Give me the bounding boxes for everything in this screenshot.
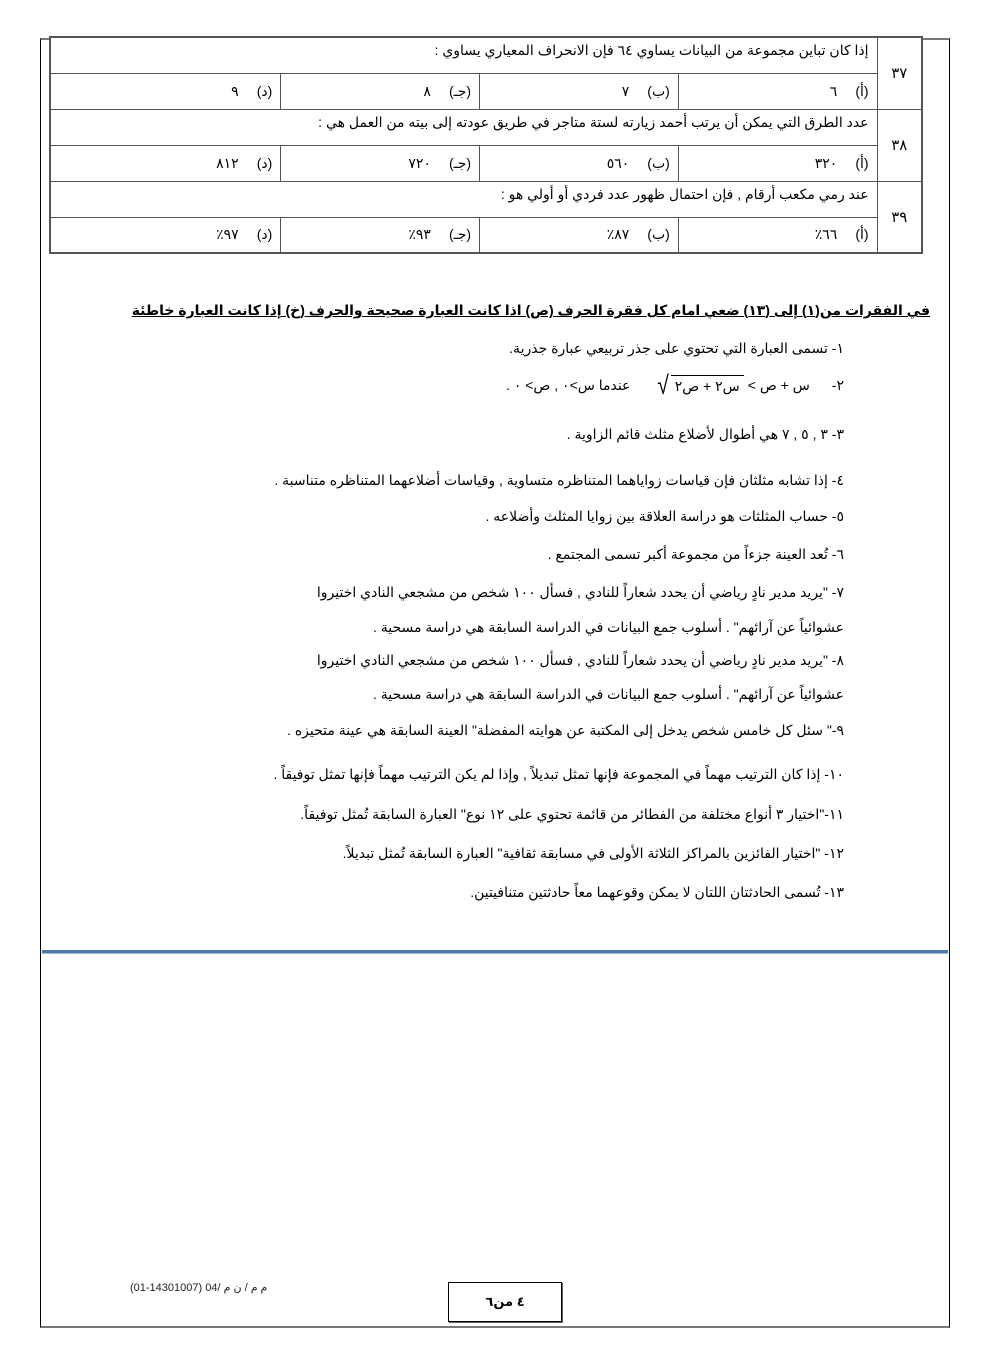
tf-item-1: ١- تسمى العبارة التي تحتوي على جذر تربيعي عبارة جذرية.	[509, 340, 844, 356]
question-stem: عند رمي مكعب أرقام , فإن احتمال ظهور عدد فردي أو أولي هو :	[50, 181, 877, 217]
options-row	[50, 217, 922, 253]
option-letter: (د)	[256, 154, 273, 171]
option-letter: (جـ)	[448, 82, 472, 99]
option-value: ٨١٢	[216, 154, 239, 171]
option-value: ٦	[829, 82, 838, 99]
tf-item-10: ١٠- إذا كان الترتيب مهماً في المجموعة فإنها تمثل تبديلاً , وإذا لم يكن الترتيب مهماً فإنها تمثل توفيقاً .	[273, 766, 844, 782]
page-number: ٤ من٦	[485, 1294, 525, 1309]
question-row	[50, 37, 922, 73]
tf-item-9: ٩-" سئل كل خامس شخص يدخل إلى المكتبة عن هوايته المفضلة" العينة السابقة هي عينة متحيزه .	[287, 722, 844, 738]
question-number: ٣٨	[877, 109, 922, 181]
option-letter: (ب)	[647, 154, 670, 171]
formula-condition: عندما س>٠ , ص> ٠ .	[506, 376, 631, 393]
option-c[interactable]	[281, 217, 480, 253]
tf-item-6: ٦- تُعد العينة جزءاً من مجموعة أكبر تسمى المجتمع .	[547, 546, 844, 562]
option-d[interactable]	[50, 217, 281, 253]
option-b[interactable]	[480, 217, 679, 253]
question-row	[50, 109, 922, 145]
section-instructions: في الفقرات من(١) إلى (١٣) ضعي امام كل فقرة الحرف (ص) اذا كانت العبارة صحيحة والحرف (خ) إذا كانت العبارة خاطئة	[131, 302, 930, 318]
radical-sign-icon: √	[657, 370, 670, 400]
option-letter: (ب)	[647, 82, 670, 99]
tf-item-3: ٣- ٣ , ٥ , ٧ هي أطوال لأضلاع مثلث قائم الزاوية .	[566, 426, 844, 442]
option-a[interactable]	[678, 73, 877, 109]
tf-item-13: ١٣- تُسمى الحادثتان اللتان لا يمكن وقوعهما معاً حادثتين متنافيتين.	[470, 884, 844, 900]
option-d[interactable]	[50, 73, 281, 109]
option-value: ٩	[231, 82, 239, 99]
tf-item-8-line1: ٨- "يريد مدير نادٍ رياضي أن يحدد شعاراً للنادي , فسأل ١٠٠ شخص من مشجعي النادي اختيروا	[316, 652, 844, 668]
page-number-box	[448, 1282, 562, 1322]
option-value: ٩٣٪	[408, 226, 431, 243]
tf-item-5: ٥- حساب المثلثات هو دراسة العلاقة بين زوايا المثلث وأضلاعه .	[485, 508, 844, 524]
options-row	[50, 73, 922, 109]
option-d[interactable]	[50, 145, 281, 181]
question-stem: عدد الطرق التي يمكن أن يرتب أحمد زيارته لستة متاجر في طريق عودته إلى بيته من العمل هي :	[50, 109, 877, 145]
question-row	[50, 181, 922, 217]
option-letter: (د)	[256, 82, 273, 99]
question-stem: إذا كان تباين مجموعة من البيانات يساوي ٦٤ فإن الانحراف المعياري يساوي :	[50, 37, 877, 73]
formula-lhs: س + ص >	[747, 376, 810, 393]
option-b[interactable]	[480, 73, 679, 109]
question-number: ٣٩	[877, 181, 922, 253]
option-c[interactable]	[281, 73, 480, 109]
option-b[interactable]	[480, 145, 679, 181]
option-value: ٨٧٪	[606, 226, 630, 243]
tf-item-7-line2: عشوائياً عن آرائهم" . أسلوب جمع البيانات في الدراسة السابقة هي دراسة مسحية .	[372, 619, 844, 635]
formula	[506, 372, 844, 398]
option-value: ٥٦٠	[606, 154, 630, 171]
option-letter: (جـ)	[448, 154, 472, 171]
option-a[interactable]	[678, 217, 877, 253]
question-number: ٣٧	[877, 37, 922, 109]
option-letter: (أ)	[855, 226, 869, 243]
section-divider	[42, 950, 948, 954]
option-a[interactable]	[678, 145, 877, 181]
option-c[interactable]	[281, 145, 480, 181]
tf-item-8-line2: عشوائياً عن آرائهم" . أسلوب جمع البيانات في الدراسة السابقة هي دراسة مسحية .	[372, 686, 844, 702]
option-value: ٧	[621, 82, 630, 99]
questions-table	[49, 36, 923, 254]
option-value: ٨	[423, 82, 431, 99]
tf-item-7-line1: ٧- "يريد مدير نادٍ رياضي أن يحدد شعاراً للنادي , فسأل ١٠٠ شخص من مشجعي النادي اختيروا	[316, 584, 844, 600]
option-letter: (د)	[256, 226, 273, 243]
radicand: س٢ + ص٢	[671, 375, 744, 395]
tf-item-11: ١١-"اختيار ٣ أنواع مختلفة من الفطائر من قائمة تحتوي على ١٢ نوع" العبارة السابقة تُمثل توفيقاً.	[300, 806, 844, 822]
option-value: ٦٦٪	[814, 226, 838, 243]
document-code: (01-14301007) 04/ م م / ن م	[130, 1282, 268, 1294]
option-letter: (أ)	[855, 154, 869, 171]
option-letter: (ب)	[647, 226, 670, 243]
options-row	[50, 145, 922, 181]
option-value: ٣٢٠	[814, 154, 838, 171]
option-letter: (جـ)	[448, 226, 472, 243]
tf-item-4: ٤- إذا تشابه مثلثان فإن قياسات زواياهما المتناظره متساوية , وقياسات أضلاعهما المتناظره متناسبة .	[274, 472, 844, 488]
option-value: ٧٢٠	[408, 154, 431, 171]
tf-item-12: ١٢- "اختيار الفائزين بالمراكز الثلاثة الأولى في مسابقة ثقافية" العبارة السابقة تُمثل تبديلاً.	[342, 845, 844, 861]
option-letter: (أ)	[855, 82, 869, 99]
square-root	[656, 372, 743, 398]
option-value: ٩٧٪	[216, 226, 239, 243]
item-prefix: ٢-	[831, 376, 844, 393]
tf-item-2	[506, 372, 844, 398]
